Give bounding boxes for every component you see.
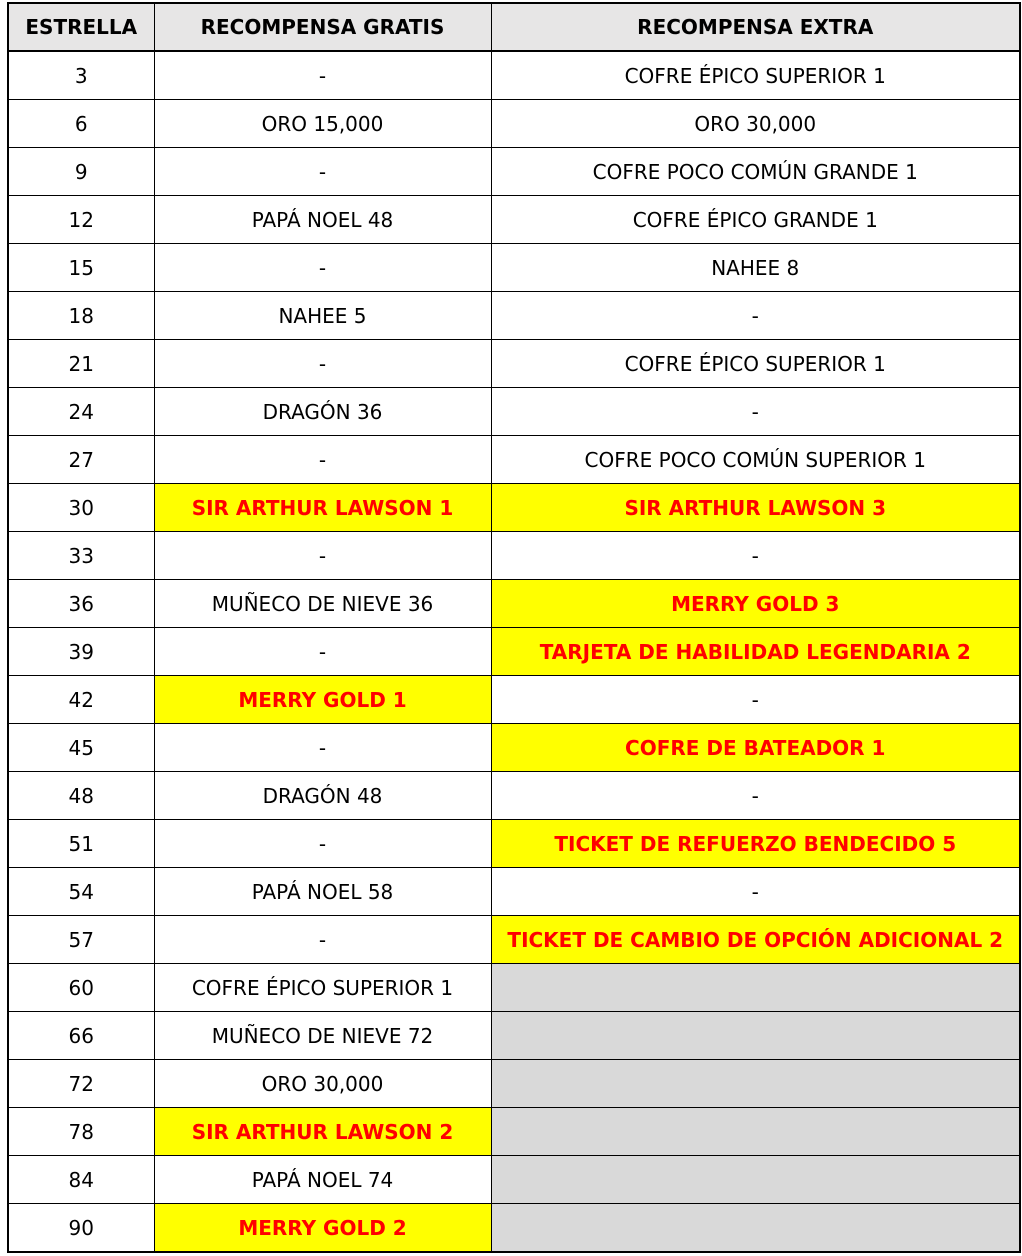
table-row	[8, 1204, 1020, 1253]
star-cell: 45	[8, 724, 154, 772]
extra-reward-cell: -	[491, 292, 1020, 340]
table-row	[8, 1060, 1020, 1108]
star-cell: 84	[8, 1156, 154, 1204]
extra-reward-cell: -	[491, 532, 1020, 580]
free-reward-cell: -	[154, 244, 491, 292]
table-row	[8, 340, 1020, 388]
table-row	[8, 628, 1020, 676]
rewards-table	[7, 2, 1021, 1253]
table-row	[8, 532, 1020, 580]
free-reward-cell: MERRY GOLD 2	[154, 1204, 491, 1253]
star-cell: 57	[8, 916, 154, 964]
free-reward-cell: MUÑECO DE NIEVE 36	[154, 580, 491, 628]
star-cell: 48	[8, 772, 154, 820]
free-reward-cell: PAPÁ NOEL 48	[154, 196, 491, 244]
table-row	[8, 1012, 1020, 1060]
table-row	[8, 148, 1020, 196]
table-row	[8, 292, 1020, 340]
table-row	[8, 1108, 1020, 1156]
star-cell: 12	[8, 196, 154, 244]
star-cell: 3	[8, 51, 154, 100]
star-cell: 90	[8, 1204, 154, 1253]
extra-reward-empty-cell	[491, 1060, 1020, 1108]
table-row	[8, 916, 1020, 964]
table-body	[8, 51, 1020, 1252]
table-header	[8, 3, 1020, 51]
header-free-reward: RECOMPENSA GRATIS	[154, 3, 491, 51]
star-cell: 78	[8, 1108, 154, 1156]
free-reward-cell: DRAGÓN 48	[154, 772, 491, 820]
star-cell: 18	[8, 292, 154, 340]
star-cell: 60	[8, 964, 154, 1012]
star-cell: 9	[8, 148, 154, 196]
extra-reward-cell: -	[491, 868, 1020, 916]
star-cell: 39	[8, 628, 154, 676]
extra-reward-cell: TICKET DE REFUERZO BENDECIDO 5	[491, 820, 1020, 868]
star-cell: 66	[8, 1012, 154, 1060]
table-row	[8, 388, 1020, 436]
table-row	[8, 1156, 1020, 1204]
extra-reward-cell: -	[491, 676, 1020, 724]
free-reward-cell: PAPÁ NOEL 74	[154, 1156, 491, 1204]
free-reward-cell: NAHEE 5	[154, 292, 491, 340]
free-reward-cell: -	[154, 51, 491, 100]
free-reward-cell: SIR ARTHUR LAWSON 1	[154, 484, 491, 532]
extra-reward-cell: COFRE POCO COMÚN GRANDE 1	[491, 148, 1020, 196]
extra-reward-cell: COFRE ÉPICO SUPERIOR 1	[491, 340, 1020, 388]
extra-reward-empty-cell	[491, 1012, 1020, 1060]
star-cell: 15	[8, 244, 154, 292]
extra-reward-cell: COFRE DE BATEADOR 1	[491, 724, 1020, 772]
star-cell: 27	[8, 436, 154, 484]
extra-reward-cell: SIR ARTHUR LAWSON 3	[491, 484, 1020, 532]
free-reward-cell: -	[154, 820, 491, 868]
extra-reward-empty-cell	[491, 1108, 1020, 1156]
free-reward-cell: DRAGÓN 36	[154, 388, 491, 436]
table-row	[8, 820, 1020, 868]
table-row	[8, 580, 1020, 628]
free-reward-cell: -	[154, 148, 491, 196]
star-cell: 42	[8, 676, 154, 724]
table-row	[8, 868, 1020, 916]
extra-reward-cell: -	[491, 388, 1020, 436]
extra-reward-cell: TICKET DE CAMBIO DE OPCIÓN ADICIONAL 2	[491, 916, 1020, 964]
free-reward-cell: MUÑECO DE NIEVE 72	[154, 1012, 491, 1060]
free-reward-cell: -	[154, 916, 491, 964]
star-cell: 72	[8, 1060, 154, 1108]
free-reward-cell: -	[154, 628, 491, 676]
table-row	[8, 51, 1020, 100]
extra-reward-cell: COFRE ÉPICO SUPERIOR 1	[491, 51, 1020, 100]
star-cell: 24	[8, 388, 154, 436]
table-row	[8, 676, 1020, 724]
header-row	[8, 3, 1020, 51]
free-reward-cell: PAPÁ NOEL 58	[154, 868, 491, 916]
free-reward-cell: -	[154, 436, 491, 484]
table-row	[8, 100, 1020, 148]
rewards-table-container	[7, 2, 1021, 1253]
header-extra-reward: RECOMPENSA EXTRA	[491, 3, 1020, 51]
extra-reward-cell: MERRY GOLD 3	[491, 580, 1020, 628]
table-row	[8, 964, 1020, 1012]
star-cell: 30	[8, 484, 154, 532]
header-star: ESTRELLA	[8, 3, 154, 51]
star-cell: 6	[8, 100, 154, 148]
free-reward-cell: ORO 15,000	[154, 100, 491, 148]
extra-reward-empty-cell	[491, 1204, 1020, 1253]
free-reward-cell: MERRY GOLD 1	[154, 676, 491, 724]
table-row	[8, 436, 1020, 484]
star-cell: 36	[8, 580, 154, 628]
extra-reward-empty-cell	[491, 1156, 1020, 1204]
free-reward-cell: -	[154, 724, 491, 772]
table-row	[8, 724, 1020, 772]
extra-reward-cell: ORO 30,000	[491, 100, 1020, 148]
star-cell: 21	[8, 340, 154, 388]
star-cell: 51	[8, 820, 154, 868]
free-reward-cell: -	[154, 532, 491, 580]
table-row	[8, 772, 1020, 820]
extra-reward-cell: COFRE POCO COMÚN SUPERIOR 1	[491, 436, 1020, 484]
table-row	[8, 196, 1020, 244]
free-reward-cell: ORO 30,000	[154, 1060, 491, 1108]
star-cell: 33	[8, 532, 154, 580]
table-row	[8, 244, 1020, 292]
star-cell: 54	[8, 868, 154, 916]
free-reward-cell: SIR ARTHUR LAWSON 2	[154, 1108, 491, 1156]
free-reward-cell: -	[154, 340, 491, 388]
extra-reward-cell: NAHEE 8	[491, 244, 1020, 292]
extra-reward-cell: TARJETA DE HABILIDAD LEGENDARIA 2	[491, 628, 1020, 676]
extra-reward-cell: COFRE ÉPICO GRANDE 1	[491, 196, 1020, 244]
free-reward-cell: COFRE ÉPICO SUPERIOR 1	[154, 964, 491, 1012]
extra-reward-cell: -	[491, 772, 1020, 820]
extra-reward-empty-cell	[491, 964, 1020, 1012]
table-row	[8, 484, 1020, 532]
